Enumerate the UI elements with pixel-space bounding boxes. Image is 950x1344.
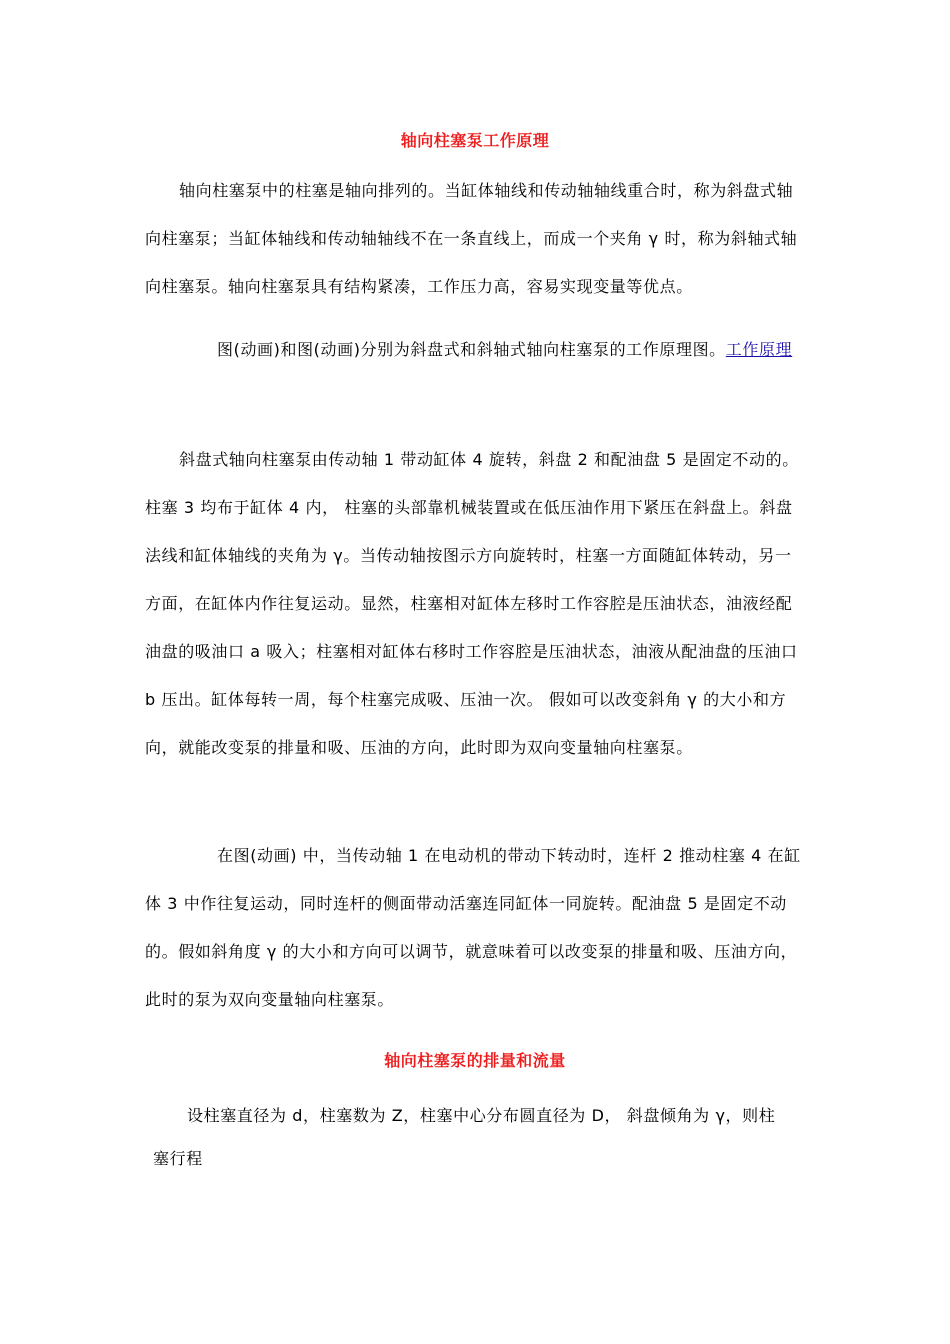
paragraph-diagrams-text: 图(动画)和图(动画)分别为斜盘式和斜轴式轴向柱塞泵的工作原理图。 (217, 340, 726, 359)
paragraph-intro: 轴向柱塞泵中的柱塞是轴向排列的。当缸体轴线和传动轴轴线重合时，称为斜盘式轴向柱塞泵；当缸体轴线和传动轴轴线不在一条直线上，而成一个夹角 γ 时，称为斜轴式轴向柱塞泵。轴向柱塞泵具有结构紧凑，工作压力高，容易实现变量等优点。 (145, 181, 798, 296)
paragraph-diagrams (145, 326, 805, 374)
paragraph-swashplate: 斜盘式轴向柱塞泵由传动轴 1 带动缸体 4 旋转，斜盘 2 和配油盘 5 是固定不动的。柱塞 3 均布于缸体 4 内， 柱塞的头部靠机械装置或在低压油作用下紧压在斜盘上。斜盘法线和缸体轴线的夹角为 γ。当传动轴按图示方向旋转时，柱塞一方面随缸体转动，另一方面，在缸体内作往复运动。显然，柱塞相对缸体左移时工作容腔是压油状态，油液经配油盘的吸油口 a 吸入；柱塞相对缸体右移时工作容腔是压油状态，油液从配油盘的压油口 b 压出。缸体每转一周，每个柱塞完成吸、压油一次。 假如可以改变斜角 γ 的大小和方向，就能改变泵的排量和吸、压油的方向，此时即为双向变量轴向柱塞泵。 (145, 450, 799, 757)
paragraph-bent-axis: 在图(动画) 中，当传动轴 1 在电动机的带动下转动时，连杆 2 推动柱塞 4 在缸体 3 中作往复运动，同时连杆的侧面带动活塞连同缸体一同旋转。配油盘 5 是固定不动的。假如斜角度 γ 的大小和方向可以调节，就意味着可以改变泵的排量和吸、压油方向，此时的泵为双向变量轴向柱塞泵。 (145, 846, 801, 1009)
page-title: 轴向柱塞泵工作原理 (400, 131, 550, 150)
paragraph-displacement-line-1: 设柱塞直径为 d，柱塞数为 Z，柱塞中心分布圆直径为 D， 斜盘倾角为 γ，则柱 (187, 1106, 776, 1125)
working-principle-link[interactable]: 工作原理 (725, 340, 793, 359)
paragraph-displacement-line-2: 塞行程 (153, 1149, 203, 1168)
paragraph-displacement (145, 1094, 810, 1180)
section-heading: 轴向柱塞泵的排量和流量 (384, 1051, 566, 1070)
